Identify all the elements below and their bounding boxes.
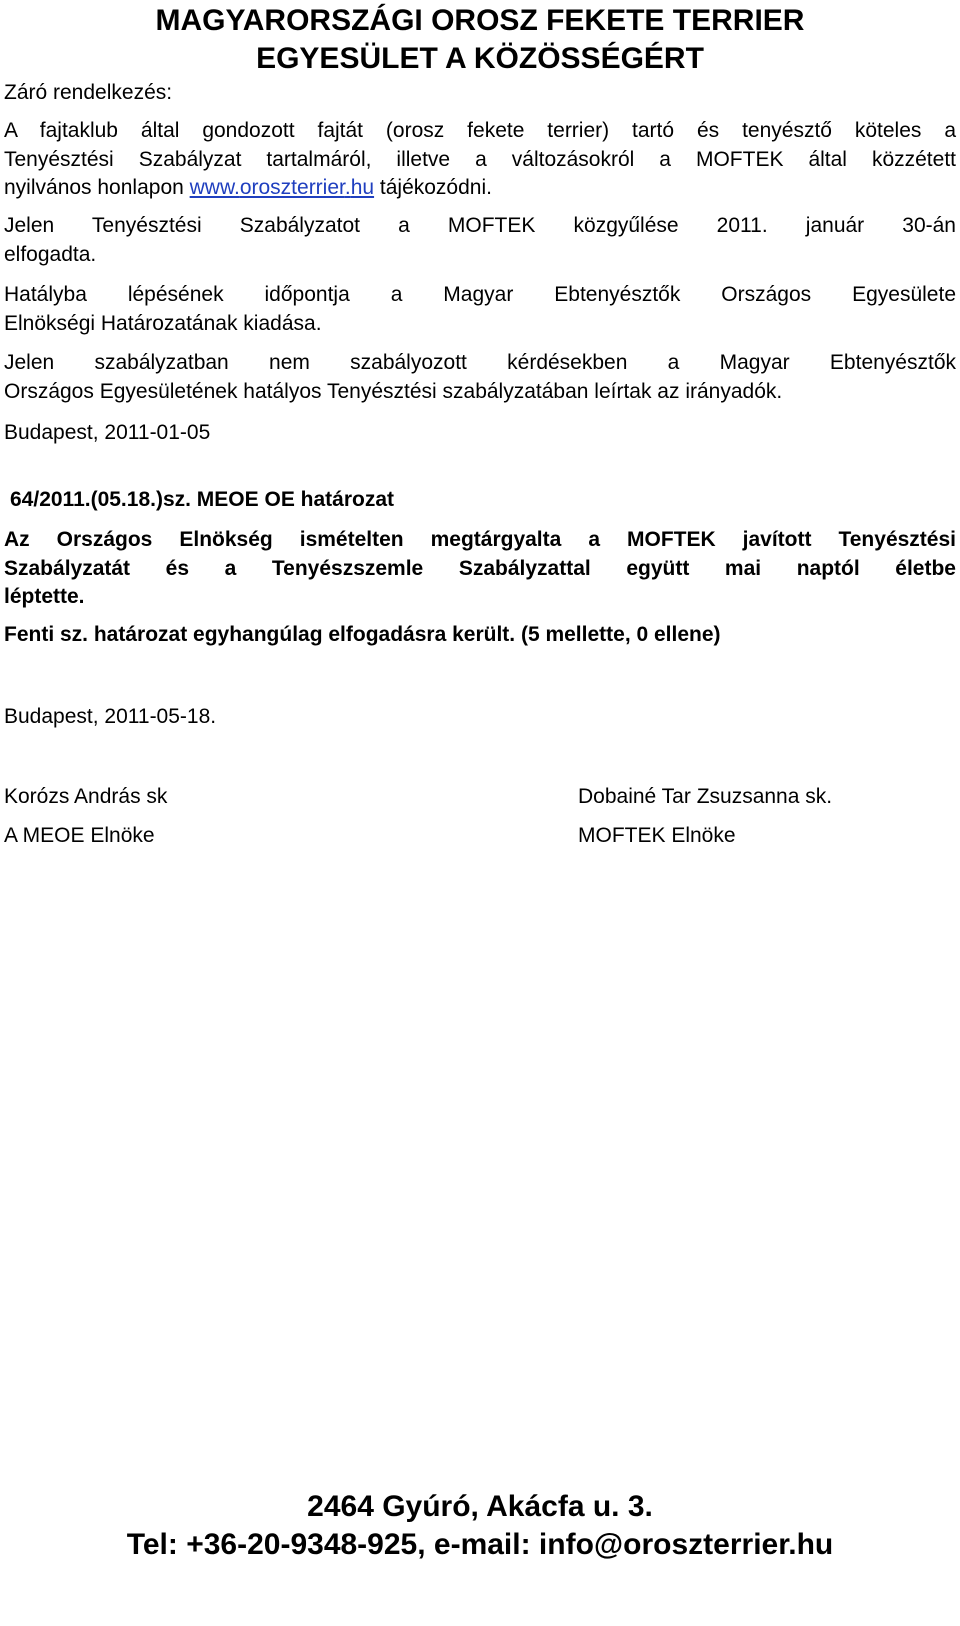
paragraph-line: Jelen Tenyésztési Szabályzatot a MOFTEK közgyűlése 2011. január 30-án xyxy=(4,214,956,237)
link-part-dot: . xyxy=(344,176,351,199)
section-label: Záró rendelkezés: xyxy=(4,81,173,104)
link-part-tld: hu xyxy=(350,176,375,199)
signature-left-title: A MEOE Elnöke xyxy=(4,824,155,847)
document-title xyxy=(80,2,880,78)
paragraph-line: Országos Egyesületének hatályos Tenyésztési szabályzatában leírtak az irányadók. xyxy=(4,379,783,403)
date-second: Budapest, 2011-05-18. xyxy=(4,705,217,728)
footer-address: 2464 Gyúró, Akácfa u. 3. xyxy=(307,1490,653,1523)
link-part-www: www. xyxy=(189,176,240,199)
paragraph-line: elfogadta. xyxy=(4,242,97,266)
resolution-body xyxy=(4,526,956,612)
signature-right-name: Dobainé Tar Zsuzsanna sk. xyxy=(578,785,833,808)
title-line-2: EGYESÜLET A KÖZÖSSÉGÉRT xyxy=(256,42,704,75)
paragraph-line: Tenyésztési Szabályzat tartalmáról, illetve a változásokról a MOFTEK által közzétett xyxy=(4,147,956,171)
paragraph-obligation xyxy=(4,117,956,203)
resolution-vote: Fenti sz. határozat egyhangúlag elfogadásra került. (5 mellette, 0 ellene) xyxy=(4,623,721,646)
text-before-link: nyilvános honlapon xyxy=(4,176,190,199)
paragraph-line: Jelen szabályzatban nem szabályozott kérdésekben a Magyar Ebtenyésztők xyxy=(4,351,956,374)
resolution-title: 64/2011.(05.18.)sz. MEOE OE határozat xyxy=(10,488,395,511)
footer-contact: Tel: +36-20-9348-925, e-mail: info@oroszterrier.hu xyxy=(126,1528,834,1561)
website-link[interactable] xyxy=(190,176,374,199)
date-first: Budapest, 2011-01-05 xyxy=(4,421,211,444)
paragraph-line: Az Országos Elnökség ismételten megtárgyalta a MOFTEK javított Tenyésztési xyxy=(4,528,956,551)
paragraph-line-with-link xyxy=(4,174,956,203)
paragraph-adoption xyxy=(4,212,956,269)
paragraph-line: Hatályba lépésének időpontja a Magyar Ebtenyésztők Országos Egyesülete xyxy=(4,283,956,306)
text-after-link: tájékozódni. xyxy=(374,176,492,199)
paragraph-line: Szabályzatát és a Tenyészszemle Szabályzattal együtt mai naptól életbe xyxy=(4,556,956,580)
paragraph-line: Elnökségi Határozatának kiadása. xyxy=(4,311,322,335)
signature-right-title: MOFTEK Elnöke xyxy=(578,824,736,847)
paragraph-line: A fajtaklub által gondozott fajtát (orosz fekete terrier) tartó és tenyésztő köteles a xyxy=(4,119,956,142)
paragraph-effective-date xyxy=(4,281,956,338)
paragraph-line: léptette. xyxy=(4,585,85,608)
link-part-domain: oroszterrier xyxy=(239,176,345,199)
paragraph-unregulated-matters xyxy=(4,349,956,406)
signature-left-name: Korózs András sk xyxy=(4,785,168,808)
title-line-1: MAGYARORSZÁGI OROSZ FEKETE TERRIER xyxy=(155,4,805,37)
